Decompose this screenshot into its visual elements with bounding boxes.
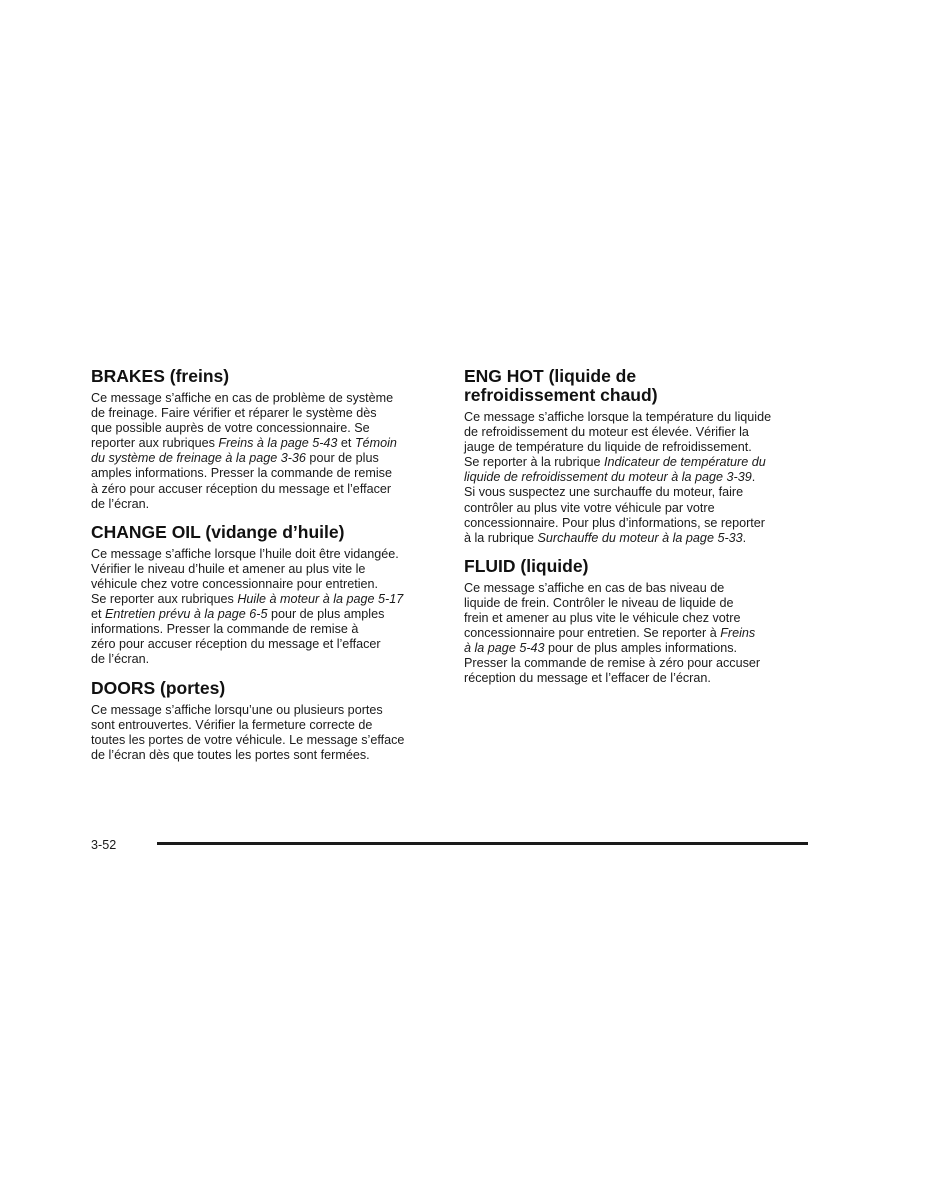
fluid-heading: FLUID (liquide) xyxy=(464,555,589,576)
change-oil-ref-entretien: Entretien prévu à la page 6-5 xyxy=(105,607,268,622)
change-oil-text-3: pour de plus amples informations. Presser la commande de remise à zéro pour accuser réception du message et l’effacer de l’écran. xyxy=(91,607,385,667)
eng-hot-text-3: . xyxy=(742,530,747,545)
eng-hot-ref-surchauffe: Surchauffe du moteur à la page 5-33 xyxy=(537,530,743,545)
fluid-paragraph xyxy=(464,581,812,687)
doors-paragraph: Ce message s’affiche lorsqu’une ou plusieurs portes sont entrouvertes. Vérifier la fermeture correcte de toutes les portes de votre véhicule. Le message s’efface de l’écran dès que toutes les portes sont fermées. xyxy=(91,702,405,762)
fluid-section xyxy=(464,557,812,687)
doors-section xyxy=(91,679,439,763)
change-oil-text-1: Ce message s’affiche lorsque l’huile doit être vidangée. Vérifier le niveau d’huile et amener au plus vite le véhicule chez votre concessionnaire pour entretien. Se reporter aux rubriques xyxy=(91,546,399,607)
eng-hot-ref-indicateur: Indicateur de température du liquide de refroidissement du moteur à la page 3-39 xyxy=(464,455,766,485)
change-oil-paragraph xyxy=(91,547,439,668)
change-oil-text-2: et xyxy=(91,607,102,622)
eng-hot-heading-line-1: ENG HOT (liquide de xyxy=(464,366,637,386)
right-column xyxy=(464,367,812,687)
eng-hot-heading-line-2: refroidissement chaud) xyxy=(464,385,658,405)
page-number: 3-52 xyxy=(91,838,117,852)
brakes-heading: BRAKES (freins) xyxy=(91,366,230,386)
eng-hot-text-1: Ce message s’affiche lorsque la température du liquide de refroidissement du moteur est élevée. Vérifier la jauge de température du liquide de refroidissement. Se reporter à la rubrique xyxy=(464,410,772,470)
left-column xyxy=(91,367,439,763)
brakes-text-2: et xyxy=(337,436,355,451)
change-oil-heading: CHANGE OIL (vidange d’huile) xyxy=(91,521,345,542)
eng-hot-text-2: . Si vous suspectez une surchauffe du moteur, faire contrôler au plus vite votre véhicule par votre concessionnaire. Pour plus d’informations, se reporter à la rubrique xyxy=(464,470,766,545)
brakes-text-1: Ce message s’affiche en cas de problème de système de freinage. Faire vérifier et réparer le système dès que possible auprès de votre concessionnaire. Se reporter aux rubriques xyxy=(91,391,394,451)
brakes-text-3: pour de plus amples informations. Presser la commande de remise à zéro pour accuser réception du message et l’effacer de l’écran. xyxy=(91,451,392,511)
fluid-text-2: pour de plus amples informations. Presser la commande de remise à zéro pour accuser réception du message et l’effacer de l’écran. xyxy=(464,641,761,686)
footer-divider xyxy=(157,842,808,845)
brakes-ref-temoin: Témoin du système de freinage à la page 3-36 xyxy=(91,436,397,466)
eng-hot-heading xyxy=(464,367,812,405)
eng-hot-section xyxy=(464,367,812,546)
brakes-ref-freins: Freins à la page 5-43 xyxy=(218,436,338,451)
fluid-ref-freins: Freins à la page 5-43 xyxy=(464,626,756,656)
brakes-section xyxy=(91,367,439,512)
doors-heading: DOORS (portes) xyxy=(91,677,226,698)
brakes-paragraph xyxy=(91,391,439,512)
eng-hot-paragraph xyxy=(464,410,812,546)
fluid-text-1: Ce message s’affiche en cas de bas niveau de liquide de frein. Contrôler le niveau de liquide de frein et amener au plus vite le véhicule chez votre concessionnaire pour entretien. Se reporter à xyxy=(464,580,741,641)
change-oil-section xyxy=(91,523,439,668)
change-oil-ref-huile: Huile à moteur à la page 5-17 xyxy=(237,592,404,607)
